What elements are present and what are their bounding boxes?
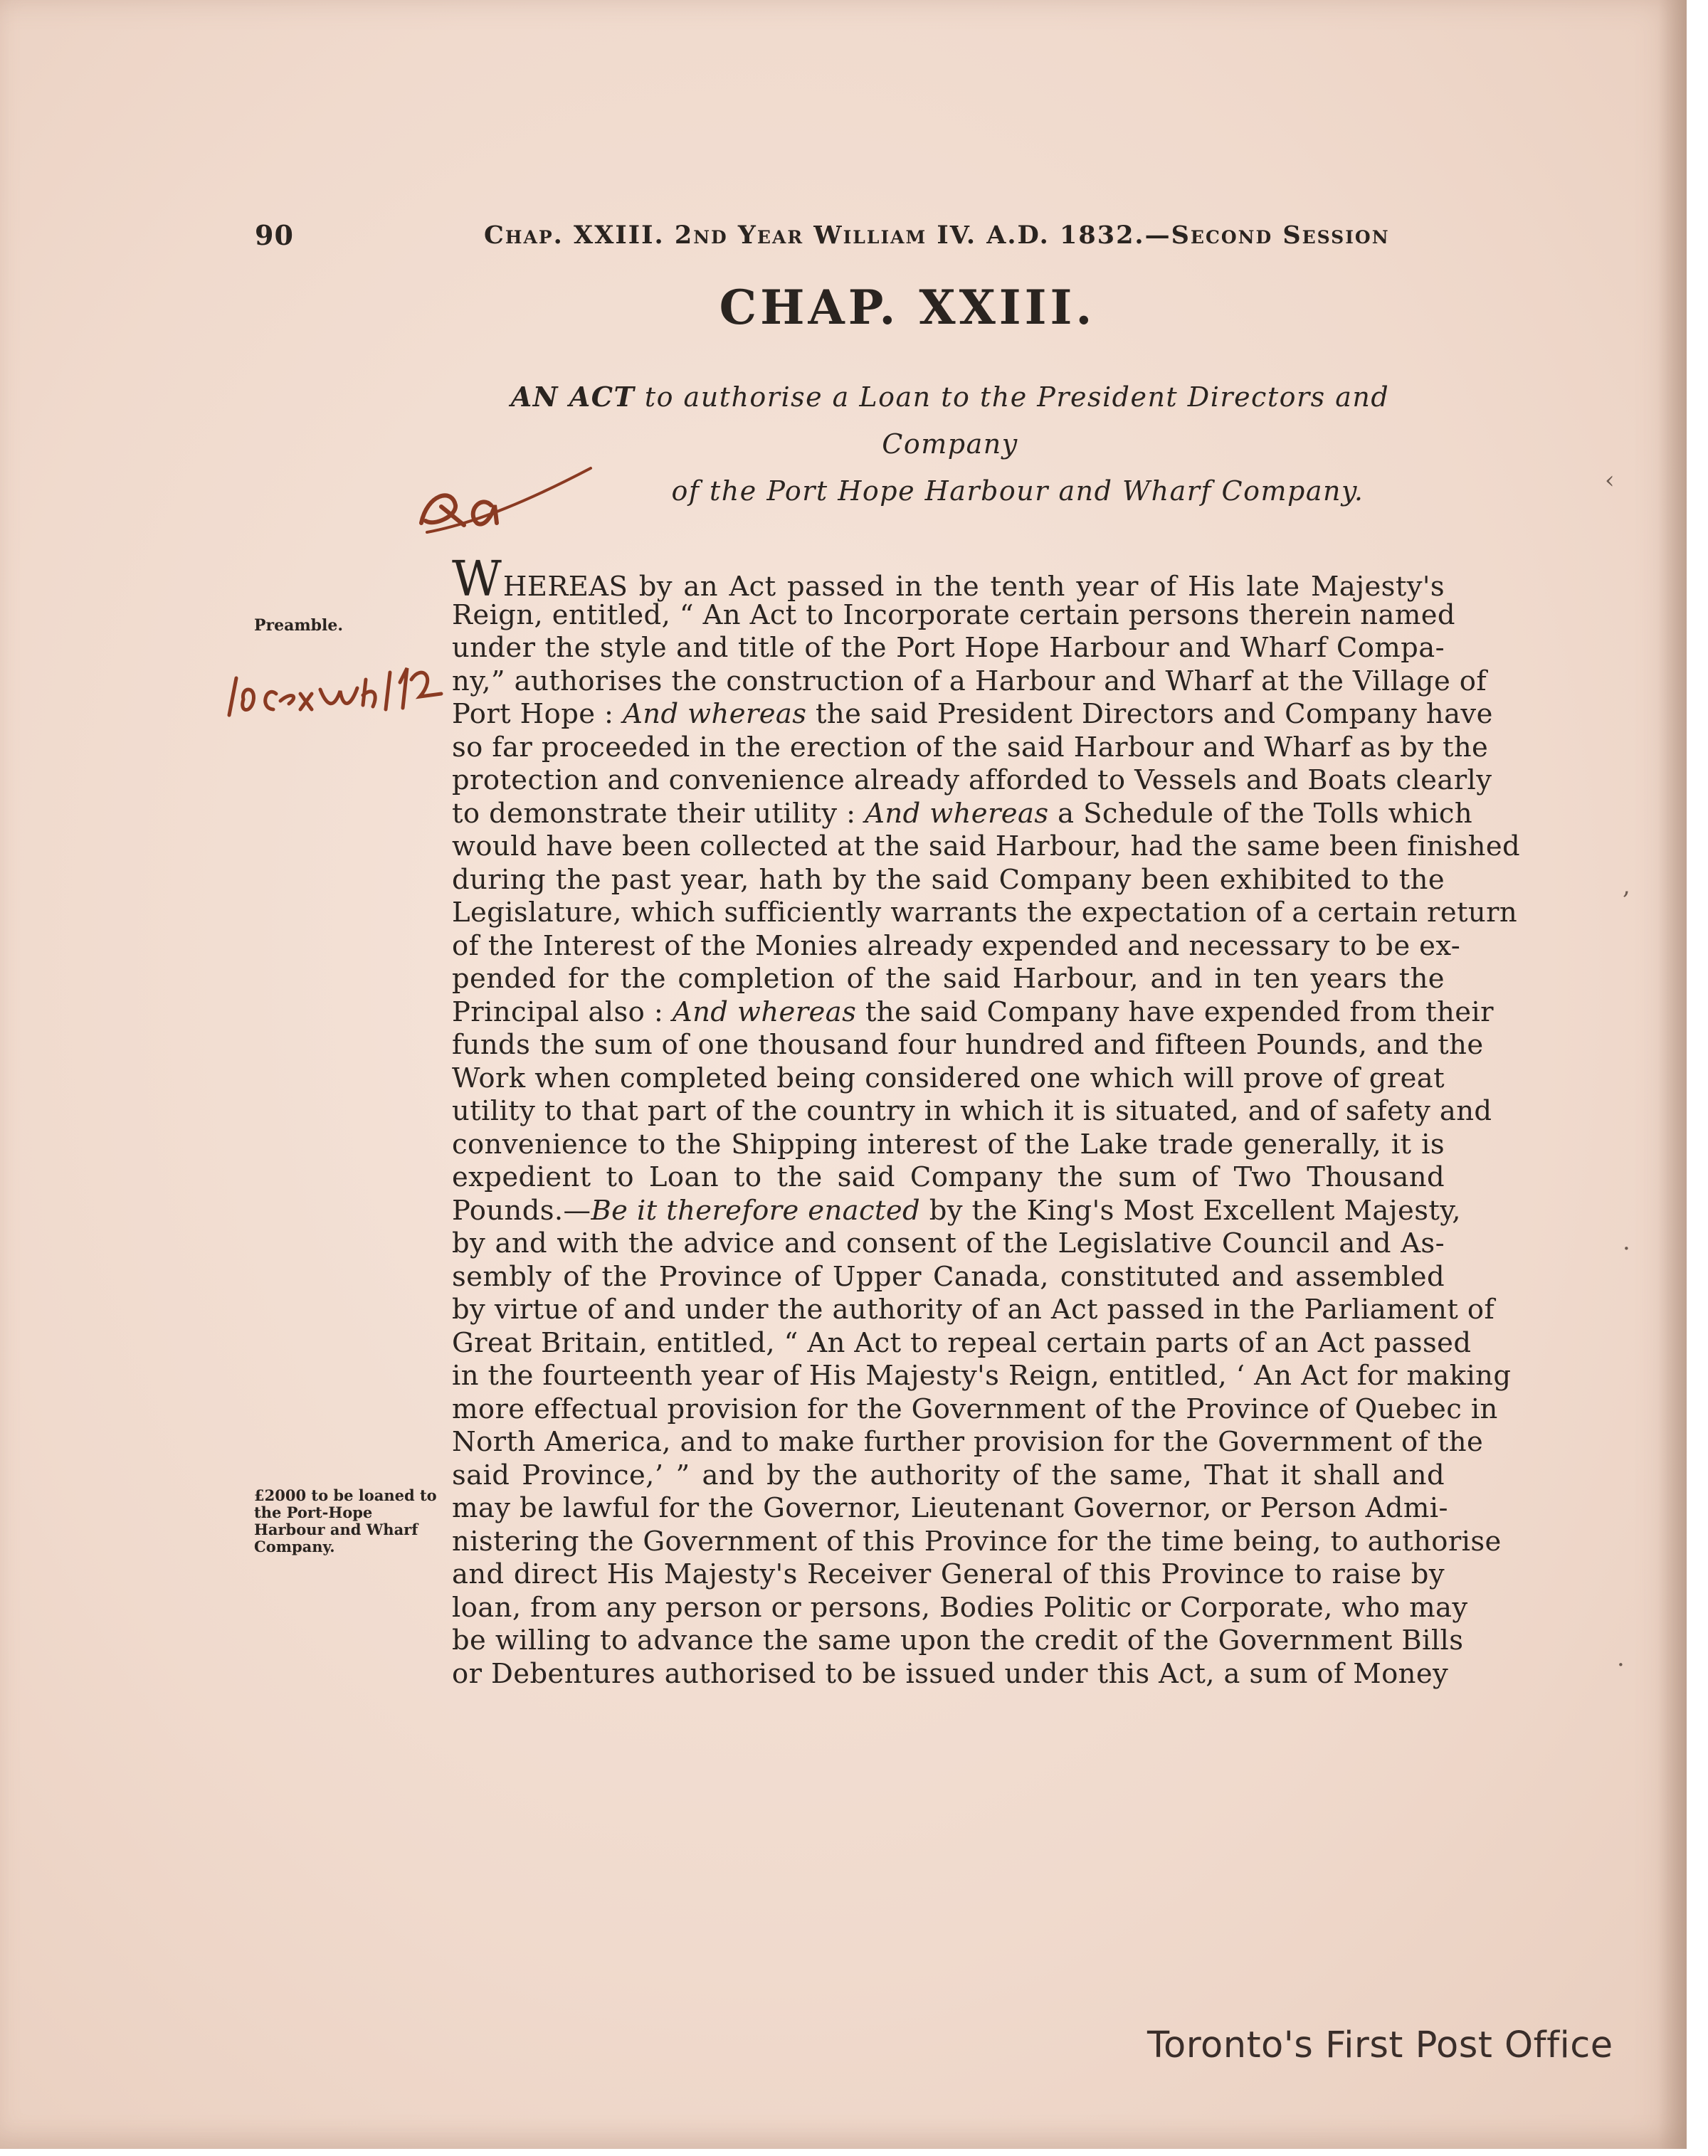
- body-line: by and with the advice and consent of the Legislative Council and As-: [452, 1227, 1445, 1259]
- body-line: Great Britain, entitled, “ An Act to repeal certain parts of an Act passed: [452, 1326, 1472, 1359]
- chapter-title: CHAP. XXIII.: [719, 280, 1096, 335]
- handwritten-reference-note: [221, 644, 463, 729]
- paper-blemish: ‹: [1605, 466, 1615, 495]
- act-title-line-1: [448, 374, 1452, 467]
- handwritten-initials-signature: [413, 455, 598, 541]
- body-line: and direct His Majesty's Receiver General of this Province to raise by: [452, 1558, 1445, 1590]
- body-line: loan, from any person or persons, Bodies Politic or Corporate, who may: [452, 1591, 1468, 1624]
- body-line: Legislature, which sufficiently warrants the expectation of a certain return: [452, 897, 1518, 929]
- paper-blemish: ,: [1623, 872, 1630, 900]
- body-line: Reign, entitled, “ An Act to Incorporate certain persons therein named: [452, 598, 1455, 631]
- body-line: or Debentures authorised to be issued under this Act, a sum of Money: [452, 1657, 1449, 1690]
- body-line: Work when completed being considered one which will prove of great: [452, 1062, 1445, 1094]
- body-line: Port Hope : And whereas the said President Directors and Company have: [452, 698, 1493, 730]
- paper-blemish: ·: [1623, 1235, 1630, 1263]
- drop-initial: W: [452, 551, 503, 608]
- watermark-caption: Toronto's First Post Office: [1147, 2024, 1613, 2066]
- body-line: so far proceeded in the erection of the said Harbour and Wharf as by the: [452, 731, 1489, 763]
- act-body-text: [452, 551, 1521, 1691]
- body-line: Principal also : And whereas the said Company have expended from their: [452, 995, 1494, 1028]
- body-line: of the Interest of the Monies already expended and necessary to be ex-: [452, 929, 1461, 962]
- body-line: nistering the Government of this Province for the time being, to authorise: [452, 1525, 1502, 1558]
- italic-phrase: And whereas: [672, 995, 857, 1028]
- page-number: 90: [255, 219, 294, 251]
- body-line: convenience to the Shipping interest of the Lake trade generally, it is: [452, 1128, 1445, 1161]
- act-title: [448, 374, 1452, 514]
- body-line: funds the sum of one thousand four hundred and fifteen Pounds, and the: [452, 1029, 1484, 1061]
- body-line: to demonstrate their utility : And whereas a Schedule of the Tolls which: [452, 797, 1473, 830]
- body-line: sembly of the Province of Upper Canada, constituted and assembled: [452, 1260, 1445, 1293]
- body-line: protection and convenience already afforded to Vessels and Boats clearly: [452, 764, 1492, 796]
- margin-note-preamble: Preamble.: [254, 616, 344, 635]
- act-title-lead: AN ACT: [510, 381, 636, 413]
- body-line: be willing to advance the same upon the credit of the Government Bills: [452, 1624, 1464, 1656]
- italic-phrase: And whereas: [623, 698, 807, 730]
- body-line: may be lawful for the Governor, Lieutenant Governor, or Person Admi-: [452, 1492, 1448, 1524]
- italic-phrase: And whereas: [865, 797, 1049, 830]
- act-title-line-2: of the Port Hope Harbour and Wharf Company.: [671, 475, 1364, 507]
- body-line: WHEREAS by an Act passed in the tenth year of His late Majesty's: [452, 551, 1445, 608]
- body-line: expedient to Loan to the said Company the sum of Two Thousand: [452, 1161, 1445, 1193]
- body-line: utility to that part of the country in which it is situated, and of safety and: [452, 1095, 1492, 1127]
- body-line: would have been collected at the said Harbour, had the same been finished: [452, 830, 1521, 862]
- body-line: North America, and to make further provision for the Government of the: [452, 1426, 1484, 1458]
- body-line: pended for the completion of the said Harbour, and in ten years the: [452, 963, 1445, 995]
- running-head: Chap. XXIII. 2nd Year William IV. A.D. 1832.—Second Session: [484, 221, 1390, 250]
- body-line: Pounds.—Be it therefore enacted by the King's Most Excellent Majesty,: [452, 1194, 1461, 1227]
- paper-blemish: ·: [1617, 1651, 1625, 1679]
- margin-note-loan: £2000 to be loaned to the Port-Hope Harbour and Wharf Company.: [254, 1486, 437, 1555]
- body-line: more effectual provision for the Government of the Province of Quebec in: [452, 1393, 1498, 1425]
- body-line: under the style and title of the Port Hope Harbour and Wharf Compa-: [452, 632, 1445, 664]
- italic-phrase: Be it therefore enacted: [591, 1194, 921, 1227]
- body-line: said Province,’ ” and by the authority of the same, That it shall and: [452, 1459, 1445, 1491]
- body-line: ny,” authorises the construction of a Harbour and Wharf at the Village of: [452, 665, 1487, 697]
- act-title-line-1-rest: to authorise a Loan to the President Directors and Company: [635, 381, 1390, 460]
- body-line: during the past year, hath by the said Company been exhibited to the: [452, 863, 1445, 896]
- body-line: by virtue of and under the authority of an Act passed in the Parliament of: [452, 1294, 1495, 1326]
- body-line: in the fourteenth year of His Majesty's Reign, entitled, ‘ An Act for making: [452, 1360, 1512, 1392]
